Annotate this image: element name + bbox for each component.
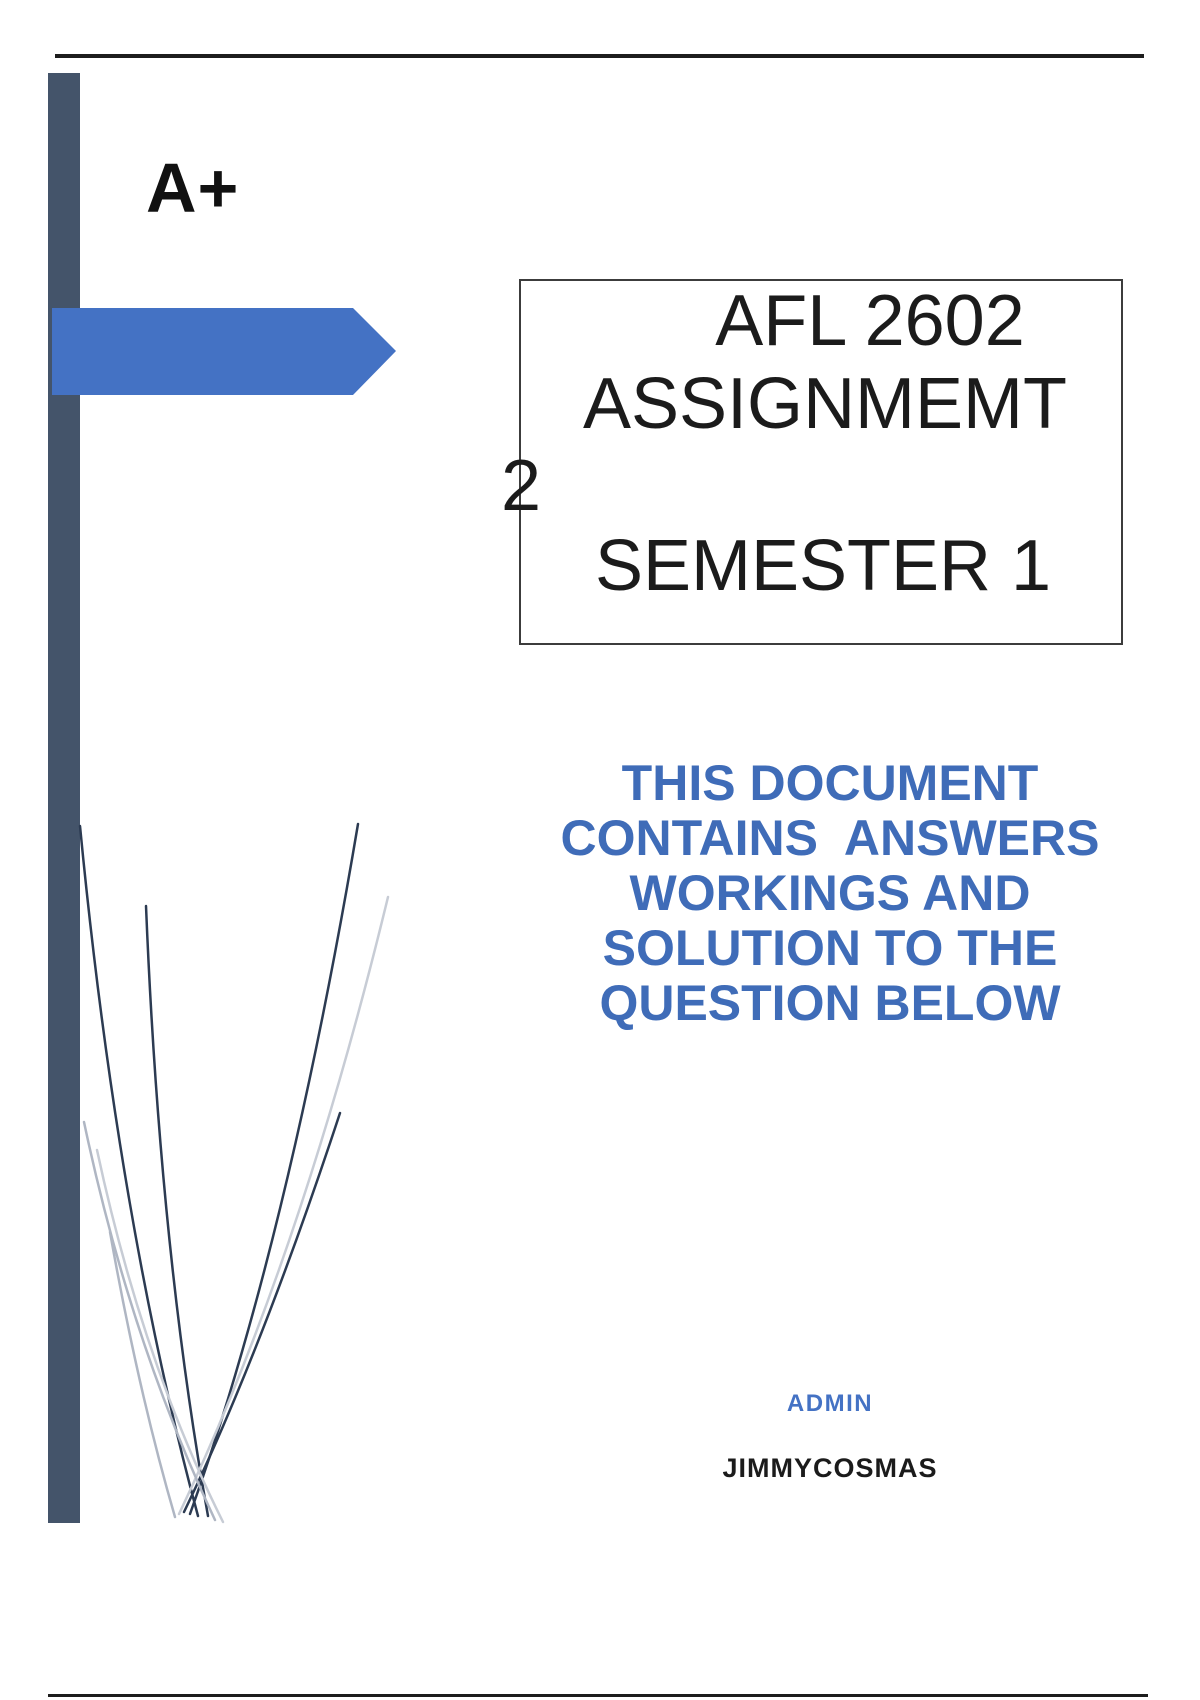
decorative-curves-dark (80, 824, 358, 1516)
subtitle-heading (480, 756, 1180, 1031)
subtitle-line: WORKINGS AND (629, 865, 1031, 921)
bottom-rule-divider (48, 1694, 1148, 1697)
title-line-assignment: ASSIGNMEMT (582, 364, 1068, 444)
title-box (501, 279, 1123, 645)
decorative-curves-light (84, 897, 388, 1522)
author-role-label: ADMIN (786, 1390, 874, 1417)
left-sidebar-accent-bar (48, 73, 80, 1523)
title-line-course-code: AFL 2602 (715, 281, 1025, 361)
subtitle-line: QUESTION BELOW (599, 975, 1061, 1031)
subtitle-line: THIS DOCUMENT (621, 755, 1039, 811)
arrow-shape (52, 308, 396, 395)
title-line-semester: SEMESTER 1 (594, 526, 1052, 606)
top-rule-divider (55, 54, 1144, 58)
author-name-label: JIMMYCOSMAS (722, 1453, 938, 1483)
title-line-assignment-number: 2 (501, 446, 542, 526)
grade-badge: A+ (146, 149, 240, 227)
subtitle-line: CONTAINS ANSWERS (560, 810, 1100, 866)
subtitle-line: SOLUTION TO THE (602, 920, 1058, 976)
